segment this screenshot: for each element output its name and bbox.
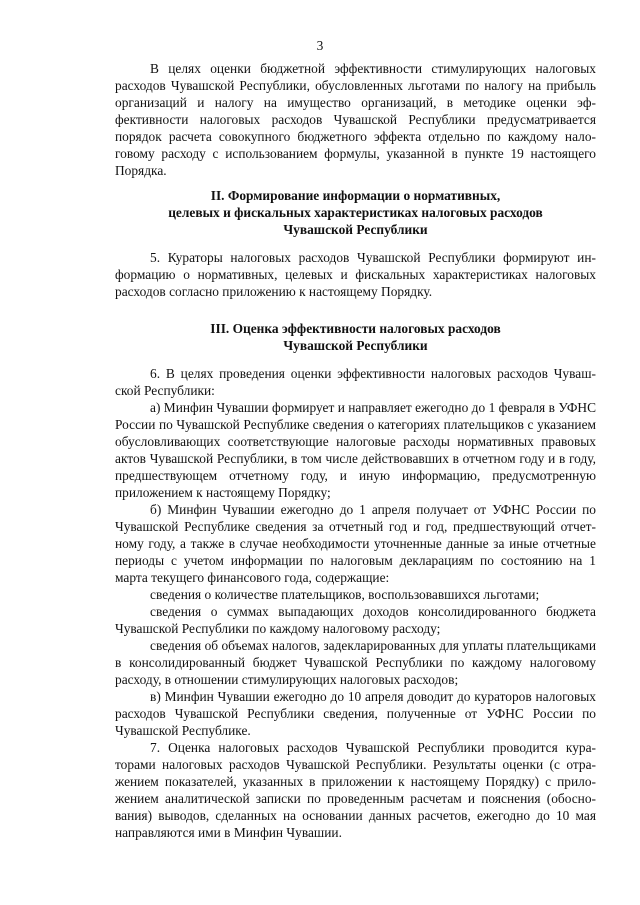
- intro-paragraph-block: [115, 60, 596, 179]
- page-number: 3: [316, 38, 324, 53]
- paragraph-6-intro: 6. В целях проведения оценки эффективности налоговых расходов Чувашской Республики:: [115, 366, 596, 398]
- section-3-body: [115, 365, 596, 841]
- paragraph-6-item-a: а) Минфин Чувашии формирует и направляет ежегодно до 1 февраля в УФНС России по Чувашской Республике сведения о категориях плательщиков с указанием обусловливающих соответствующие налоговые расходы нормативных правовых актов Чувашской Республики, в том числе действовавших в отчетном году и в году, предшествующем отчетному году, и иную информацию, предусмотренную приложением к настоящему Порядку;: [115, 400, 596, 500]
- paragraph-7: 7. Оценка налоговых расходов Чувашской Республики проводится кураторами налоговых расходов Чувашской Республики. Результаты оценки (с отражением показателей, указанных в приложении к настоящему Порядку) с приложением аналитической записки по проведенным расчетам и пояснения (обоснования) выводов, сделанных на основании данных расчетов, ежегодно до 10 мая направляются ими в Минфин Чувашии.: [115, 740, 596, 840]
- section-2-heading-line: II. Формирование информации о нормативных,: [210, 188, 501, 203]
- paragraph-6-item-b: б) Минфин Чувашии ежегодно до 1 апреля получает от УФНС России по Чувашской Республике сведения за отчетный год и год, предшествующий отчетному году, а также в случае необходимости уточненные данные за иные отчетные периоды с учетом информации по налоговым декларациям по состоянию на 1 марта текущего финансового года, содержащие:: [115, 502, 596, 585]
- section-2-heading-line: целевых и фискальных характеристиках налоговых расходов: [168, 205, 543, 220]
- section-3-heading-line: Чувашской Республики: [283, 338, 428, 353]
- section-3-heading-line: III. Оценка эффективности налоговых расходов: [210, 321, 501, 336]
- paragraph-5: 5. Кураторы налоговых расходов Чувашской Республики формируют информацию о нормативных, целевых и фискальных характеристиках налоговых расходов согласно приложению к настоящему Порядку.: [115, 250, 596, 299]
- paragraph-6-item-b-list-item: сведения об объемах налогов, задекларированных для уплаты плательщиками в консолидированный бюджет Чувашской Республики по каждому налоговому расходу, в отношении стимулирующих налоговых расходов;: [115, 638, 596, 687]
- paragraph-6-item-v: в) Минфин Чувашии ежегодно до 10 апреля доводит до кураторов налоговых расходов Чувашской Республики сведения, полученные от УФНС России по Чувашской Республике.: [115, 689, 596, 738]
- paragraph-5-block: [115, 249, 596, 300]
- section-2-heading: [115, 187, 596, 238]
- section-2-heading-line: Чувашской Республики: [283, 222, 428, 237]
- intro-paragraph: В целях оценки бюджетной эффективности стимулирующих налоговых расходов Чувашской Республики, обусловленных льготами по налогу на прибыль организаций и налогу на имущество организаций, в методике оценки эффективности налоговых расходов Чувашской Республики предусматривается порядок расчета совокупного бюджетного эффекта отдельно по каждому налоговому расходу с использованием формулы, указанной в пункте 19 настоящего Порядка.: [115, 61, 596, 178]
- section-3-heading: [115, 320, 596, 354]
- paragraph-6-item-b-list-item: сведения о суммах выпадающих доходов консолидированного бюджета Чувашской Республики по каждому налоговому расходу;: [115, 604, 596, 636]
- paragraph-6-item-b-list-item: сведения о количестве плательщиков, воспользовавшихся льготами;: [150, 587, 540, 602]
